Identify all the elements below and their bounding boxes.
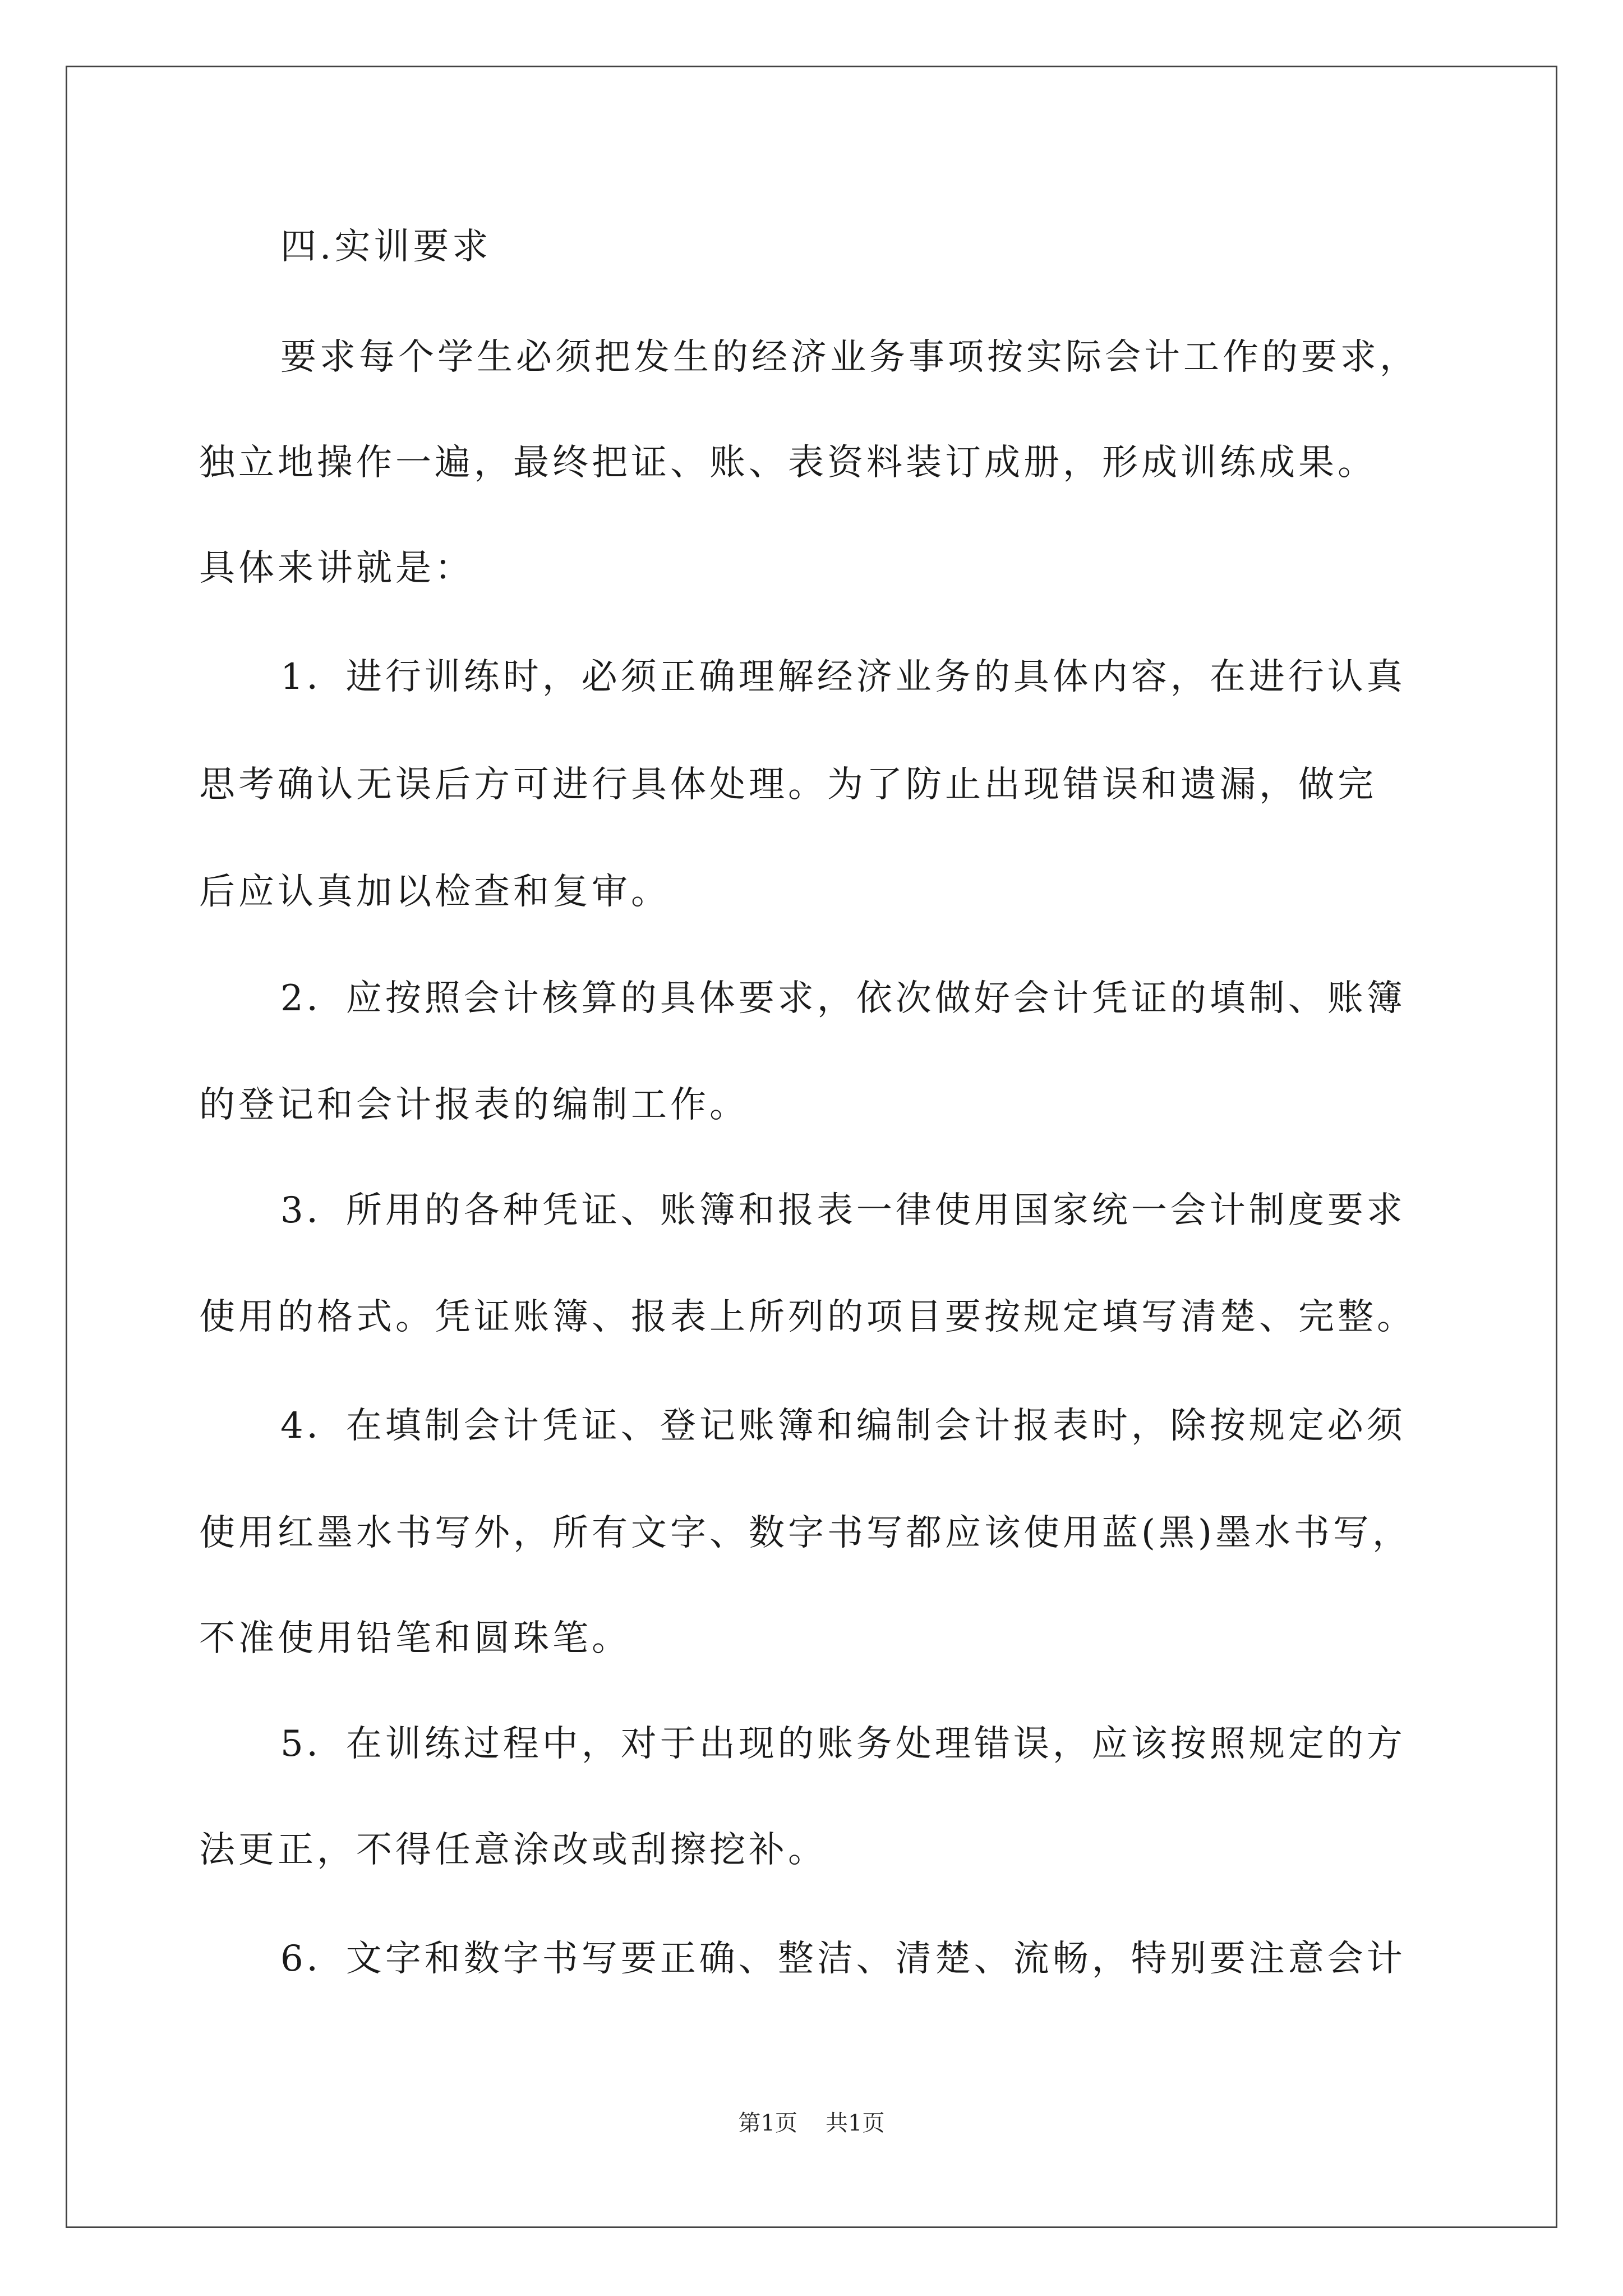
page-footer <box>0 2109 1623 2137</box>
intro-line: 具体来讲就是： <box>199 547 474 589</box>
item-2-line: 2．应按照会计核算的具体要求，依次做好会计凭证的填制、账簿 <box>280 978 1406 1019</box>
page-frame <box>66 66 1557 2228</box>
item-1-line: 1．进行训练时，必须正确理解经济业务的具体内容，在进行认真 <box>280 656 1406 698</box>
item-3-line: 3．所用的各种凭证、账簿和报表一律使用国家统一会计制度要求 <box>280 1190 1406 1231</box>
item-5-line: 5．在训练过程中，对于出现的账务处理错误，应该按照规定的方 <box>280 1723 1406 1765</box>
item-3-line: 使用的格式。凭证账簿、报表上所列的项目要按规定填写清楚、完整。 <box>199 1296 1416 1338</box>
page-total: 共1页 <box>826 2110 885 2136</box>
item-1-line: 思考确认无误后方可进行具体处理。为了防止出现错误和遗漏，做完 <box>199 764 1377 806</box>
item-4-line: 不准使用铅笔和圆珠笔。 <box>199 1618 631 1659</box>
item-6-line: 6．文字和数字书写要正确、整洁、清楚、流畅，特别要注意会计 <box>280 1938 1406 1980</box>
intro-line: 要求每个学生必须把发生的经济业务事项按实际会计工作的要求， <box>280 337 1419 378</box>
item-1-line: 后应认真加以检查和复审。 <box>199 871 670 913</box>
item-4-line: 使用红墨水书写外，所有文字、数字书写都应该使用蓝(黑)墨水书写， <box>199 1512 1412 1554</box>
item-4-line: 4．在填制会计凭证、登记账簿和编制会计报表时，除按规定必须 <box>280 1405 1406 1447</box>
page-number: 第1页 <box>738 2110 797 2136</box>
item-5-line: 法更正，不得任意涂改或刮擦挖补。 <box>199 1829 827 1871</box>
item-2-line: 的登记和会计报表的编制工作。 <box>199 1084 749 1126</box>
intro-line: 独立地操作一遍，最终把证、账、表资料装订成册，形成训练成果。 <box>199 442 1377 484</box>
section-heading: 四.实训要求 <box>280 226 492 268</box>
